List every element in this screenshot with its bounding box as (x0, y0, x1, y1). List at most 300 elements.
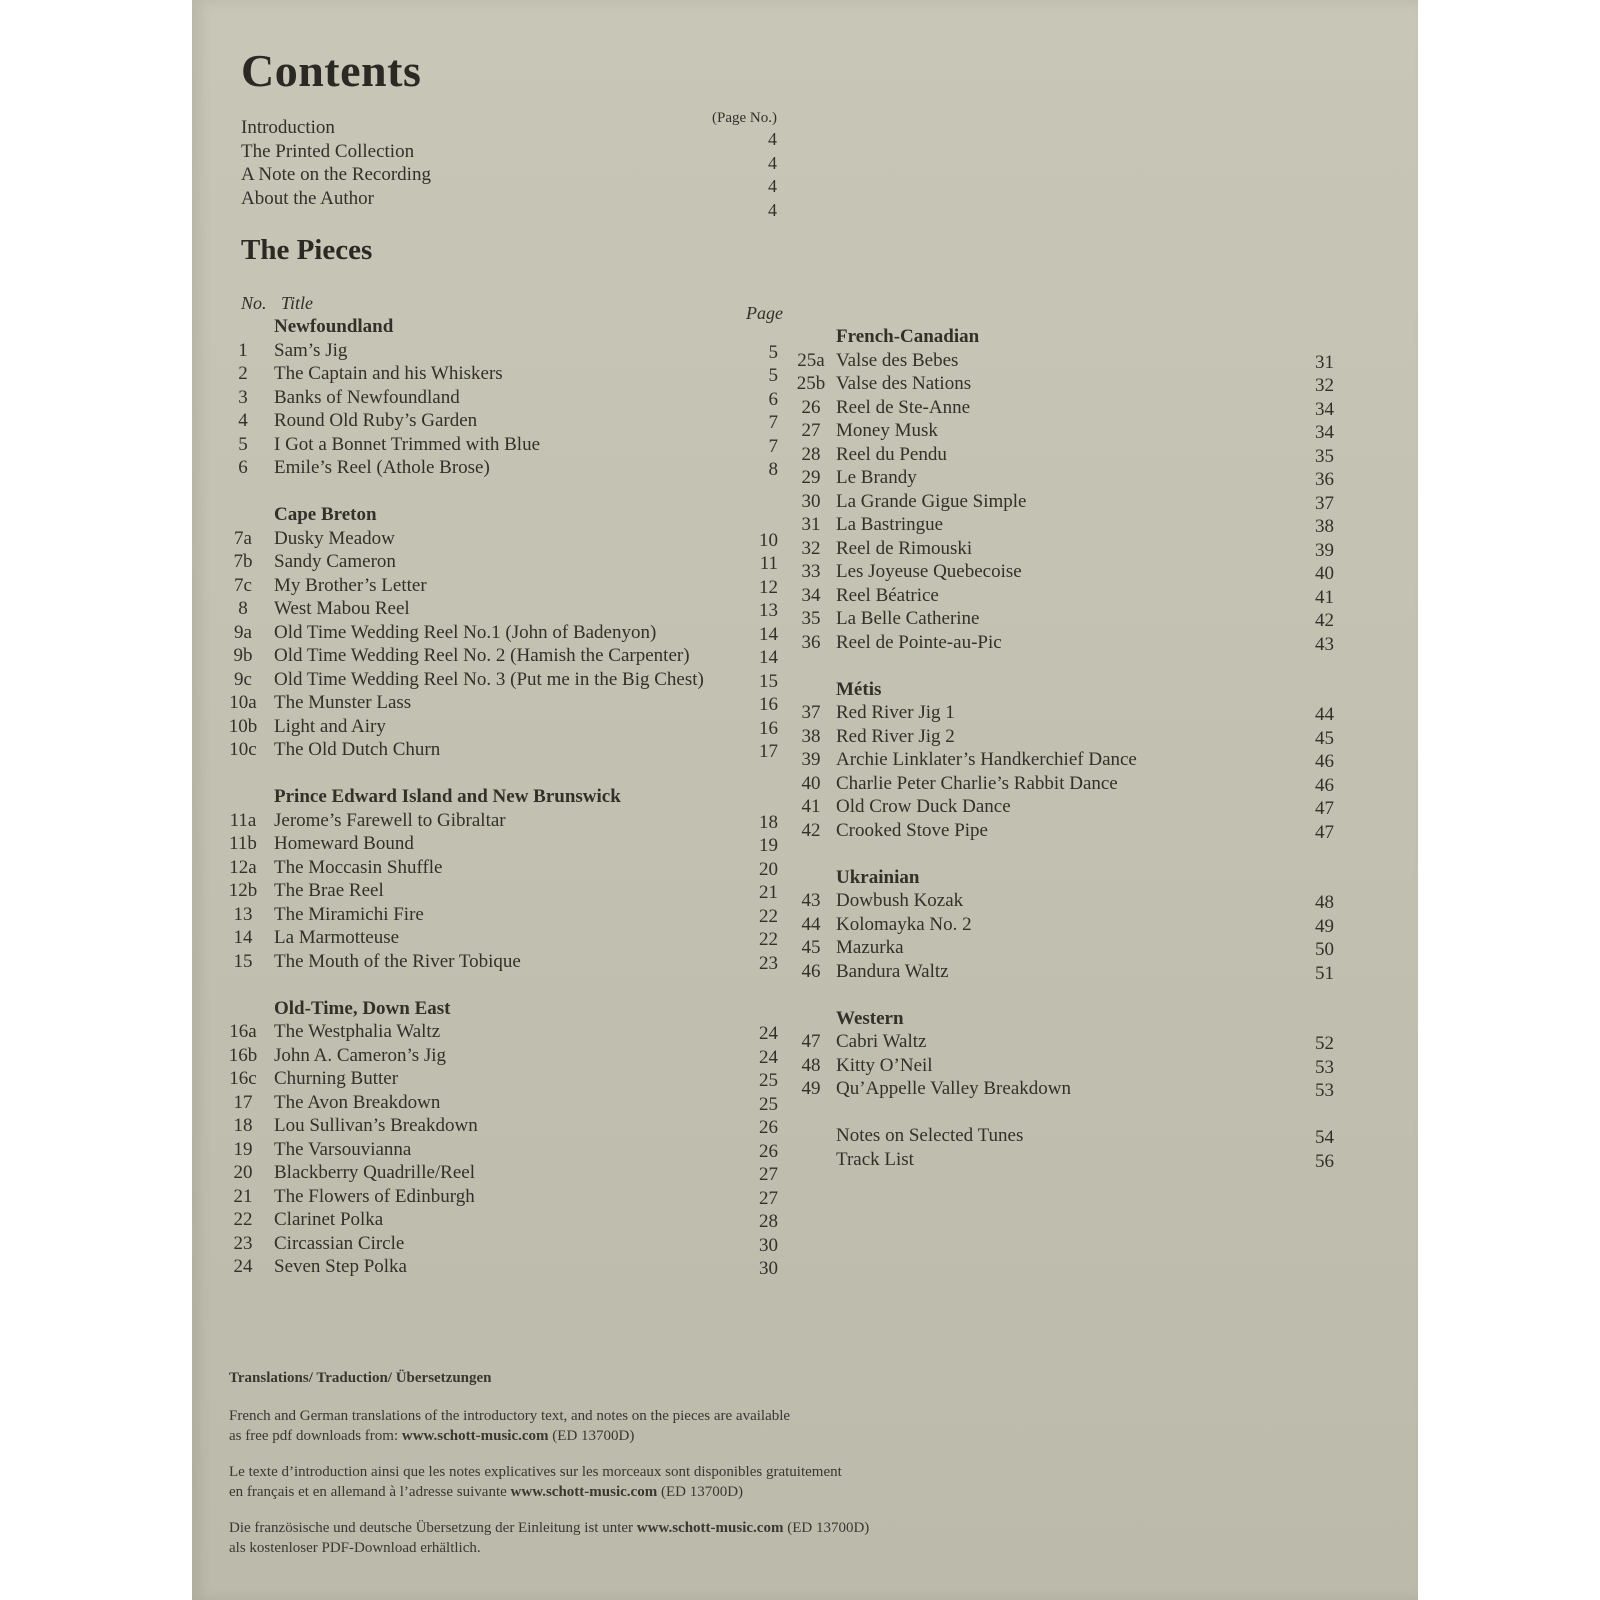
translations-german-line1: Die französische und deutsche Übersetzung der Einleitung ist unter (229, 1520, 637, 1536)
book-page (192, 0, 1418, 1600)
piece-page: 37 (1315, 492, 1334, 514)
piece-number: 5 (238, 433, 248, 455)
section-spacer (794, 655, 1334, 679)
piece-title: The Brae Reel (274, 880, 384, 901)
piece-number: 31 (801, 514, 821, 535)
piece-page: 19 (759, 835, 778, 856)
toc-row (226, 1115, 778, 1139)
piece-title: The Miramichi Fire (274, 903, 424, 925)
piece-number: 24 (233, 1256, 253, 1277)
translations-german-code: (ED 13700D) (783, 1520, 870, 1536)
piece-number: 16b (228, 1044, 258, 1066)
section-heading (794, 867, 1334, 891)
translations-french-line2: en français et en allemand à l’adresse suivante (229, 1484, 511, 1500)
toc-row (226, 457, 778, 481)
piece-title: Charlie Peter Charlie’s Rabbit Dance (836, 772, 1118, 794)
piece-title: Sandy Cameron (274, 551, 396, 572)
section-heading (226, 504, 778, 528)
piece-number: 6 (238, 457, 248, 478)
piece-title: The Varsouvianna (274, 1138, 412, 1160)
toc-row (794, 350, 1334, 374)
piece-title: Old Time Wedding Reel No. 3 (Put me in the Big Chest) (274, 668, 704, 690)
piece-page: 25 (759, 1093, 778, 1115)
piece-page: 46 (1315, 774, 1334, 796)
toc-row (226, 669, 778, 693)
piece-number: 11a (229, 809, 257, 831)
piece-title: I Got a Bonnet Trimmed with Blue (274, 433, 540, 455)
toc-row (226, 880, 778, 904)
section-heading-text: Old-Time, Down East (274, 997, 451, 1019)
piece-number: 10b (228, 715, 258, 737)
piece-page: 34 (1315, 398, 1334, 420)
toc-row (794, 420, 1334, 444)
piece-page: 47 (1315, 798, 1334, 819)
piece-number: 16a (229, 1021, 257, 1042)
toc-row (226, 692, 778, 716)
piece-number: 37 (801, 702, 821, 723)
piece-number: 23 (233, 1232, 253, 1254)
piece-number: 18 (233, 1115, 253, 1136)
toc-row (794, 397, 1334, 421)
toc-row (226, 410, 778, 434)
translations-french-link[interactable]: www.schott-music.com (510, 1484, 658, 1500)
piece-title: The Munster Lass (274, 692, 412, 713)
piece-title: La Grande Gigue Simple (836, 490, 1027, 512)
piece-title: Mazurka (836, 937, 904, 958)
toc-row (794, 1149, 1334, 1173)
piece-title: The Captain and his Whiskers (274, 363, 503, 384)
piece-number: 12a (229, 856, 257, 878)
piece-page: 31 (1315, 351, 1334, 373)
piece-title: The Westphalia Waltz (274, 1021, 441, 1042)
translations-french-line1: Le texte d’introduction ainsi que les notes explicatives sur les morceaux sont disponibles gratuitement (229, 1464, 842, 1480)
intro-item-page: 4 (768, 129, 777, 149)
piece-title: West Mabou Reel (274, 598, 410, 619)
piece-page: 34 (1315, 422, 1334, 443)
piece-page: 52 (1315, 1033, 1334, 1054)
intro-item-title: The Printed Collection (241, 140, 415, 162)
toc-row (226, 1233, 778, 1257)
toc-row (226, 622, 778, 646)
section-spacer (226, 763, 778, 787)
piece-number: 43 (801, 890, 821, 911)
toc-row (226, 904, 778, 928)
piece-number: 36 (801, 631, 821, 653)
piece-title: Red River Jig 2 (836, 725, 955, 747)
toc-row (226, 1256, 778, 1280)
translations-note (229, 1368, 949, 1574)
piece-page: 26 (759, 1140, 778, 1162)
piece-title: Crooked Stove Pipe (836, 819, 988, 841)
piece-number: 17 (233, 1091, 253, 1113)
piece-number: 47 (801, 1031, 821, 1052)
piece-title: Old Time Wedding Reel No. 2 (Hamish the Carpenter) (274, 645, 690, 666)
piece-number: 34 (801, 584, 821, 606)
piece-page: 10 (759, 529, 778, 551)
piece-number: 7c (234, 574, 252, 596)
column-header-no: No. (241, 293, 267, 313)
piece-number: 48 (801, 1054, 821, 1076)
piece-page: 12 (759, 576, 778, 598)
piece-number: 2 (238, 363, 248, 384)
piece-number: 44 (801, 913, 821, 935)
piece-number: 25b (796, 373, 826, 394)
intro-item-title: About the Author (241, 187, 374, 209)
piece-page: 41 (1315, 586, 1334, 608)
piece-page: 47 (1315, 821, 1334, 843)
piece-number: 9c (234, 668, 252, 690)
piece-title: Sam’s Jig (274, 339, 348, 361)
piece-title: Money Musk (836, 420, 938, 441)
intro-list (241, 117, 781, 220)
toc-row (226, 739, 778, 763)
piece-title: Round Old Ruby’s Garden (274, 410, 478, 431)
toc-row (794, 373, 1334, 397)
piece-number: 33 (801, 561, 821, 582)
piece-page: 32 (1315, 375, 1334, 396)
piece-title: Jerome’s Farewell to Gibraltar (274, 809, 506, 831)
toc-row (794, 914, 1334, 938)
piece-title: La Belle Catherine (836, 608, 980, 629)
intro-item-page: 4 (768, 152, 777, 173)
piece-title: Clarinet Polka (274, 1209, 384, 1230)
piece-title: Cabri Waltz (836, 1031, 927, 1052)
piece-number: 29 (801, 467, 821, 488)
intro-item-page: 4 (768, 176, 777, 196)
piece-title: Track List (836, 1148, 914, 1170)
toc-row (226, 1092, 778, 1116)
toc-row (226, 598, 778, 622)
piece-number: 42 (801, 819, 821, 841)
piece-title: Archie Linklater’s Handkerchief Dance (836, 749, 1137, 770)
piece-title: The Flowers of Edinburgh (274, 1185, 475, 1207)
section-spacer (226, 974, 778, 998)
piece-page: 16 (759, 717, 778, 739)
piece-page: 26 (759, 1117, 778, 1138)
piece-number: 7a (234, 527, 252, 549)
piece-title: Red River Jig 1 (836, 702, 955, 723)
piece-page: 54 (1315, 1127, 1334, 1148)
piece-number: 14 (233, 927, 253, 948)
piece-page: 45 (1315, 727, 1334, 749)
toc-row (794, 467, 1334, 491)
section-heading-text: Newfoundland (274, 316, 394, 337)
toc-row (226, 551, 778, 575)
toc-row (226, 1045, 778, 1069)
piece-page: 22 (759, 905, 778, 927)
pieces-column-right (794, 326, 1334, 1172)
column-header-title: Title (281, 293, 314, 313)
translations-english-line1: French and German translations of the introductory text, and notes on the pieces are available (229, 1408, 791, 1424)
section-heading (226, 316, 778, 340)
piece-page: 23 (759, 952, 778, 974)
section-heading (794, 326, 1334, 350)
toc-row (226, 1186, 778, 1210)
piece-title: Seven Step Polka (274, 1256, 407, 1277)
piece-number: 22 (233, 1209, 253, 1230)
translations-heading: Translations/ Traduction/ Übersetzungen (229, 1370, 492, 1386)
piece-title: Les Joyeuse Quebecoise (836, 561, 1022, 582)
section-heading (794, 1008, 1334, 1032)
piece-page: 30 (759, 1234, 778, 1256)
piece-number: 10c (229, 739, 257, 760)
piece-title: Reel du Pendu (836, 443, 947, 465)
piece-title: Kitty O’Neil (836, 1054, 933, 1076)
piece-page: 15 (759, 670, 778, 692)
toc-row (226, 810, 778, 834)
piece-page: 51 (1315, 962, 1334, 984)
piece-page: 7 (768, 412, 778, 433)
piece-page: 16 (759, 694, 778, 715)
column-header-page: Page (746, 303, 783, 323)
piece-title: Dowbush Kozak (836, 890, 964, 911)
piece-page: 53 (1315, 1080, 1334, 1101)
piece-page: 56 (1315, 1150, 1334, 1172)
toc-row (226, 575, 778, 599)
section-heading-text: Western (836, 1007, 904, 1029)
piece-title: Valse des Bebes (836, 349, 959, 371)
piece-number: 12b (228, 880, 258, 901)
section-heading (226, 998, 778, 1022)
piece-page: 27 (759, 1187, 778, 1209)
page-no-label: (Page No.) (712, 110, 777, 126)
piece-page: 14 (759, 623, 778, 645)
toc-row (794, 608, 1334, 632)
toc-row (794, 444, 1334, 468)
toc-row (226, 1021, 778, 1045)
piece-title: Old Time Wedding Reel No.1 (John of Badenyon) (274, 621, 657, 643)
piece-number: 32 (801, 537, 821, 559)
toc-row (226, 645, 778, 669)
toc-row (226, 857, 778, 881)
piece-number: 45 (801, 937, 821, 958)
piece-page: 43 (1315, 633, 1334, 655)
section-spacer (794, 984, 1334, 1008)
piece-page: 48 (1315, 892, 1334, 913)
translations-english-link[interactable]: www.schott-music.com (401, 1428, 549, 1444)
toc-row (794, 632, 1334, 656)
piece-title: Notes on Selected Tunes (836, 1125, 1024, 1146)
piece-page: 27 (759, 1164, 778, 1185)
piece-number: 25a (797, 349, 825, 371)
piece-title: The Moccasin Shuffle (274, 856, 443, 878)
piece-number: 9b (233, 645, 253, 666)
toc-row (794, 937, 1334, 961)
piece-page: 42 (1315, 610, 1334, 631)
piece-page: 11 (759, 553, 778, 574)
piece-title: Qu’Appelle Valley Breakdown (836, 1078, 1071, 1099)
piece-title: Dusky Meadow (274, 527, 395, 549)
piece-title: Reel de Ste-Anne (836, 396, 971, 418)
pieces-title: The Pieces (241, 234, 373, 266)
piece-number: 8 (238, 598, 248, 619)
piece-title: The Old Dutch Churn (274, 739, 441, 760)
piece-title: Le Brandy (836, 467, 917, 488)
section-spacer (794, 1102, 1334, 1126)
piece-number: 19 (233, 1138, 253, 1160)
piece-title: Churning Butter (274, 1068, 399, 1089)
toc-row (226, 387, 778, 411)
piece-number: 9a (234, 621, 252, 643)
toc-row (226, 1162, 778, 1186)
toc-row (226, 434, 778, 458)
intro-item-title: Introduction (241, 117, 335, 138)
piece-number: 39 (801, 749, 821, 770)
piece-page: 24 (759, 1046, 778, 1068)
piece-title: Blackberry Quadrille/Reel (274, 1162, 476, 1183)
piece-number: 11b (229, 833, 257, 854)
piece-number: 10a (229, 692, 257, 713)
toc-row (226, 833, 778, 857)
piece-title: Emile’s Reel (Athole Brose) (274, 457, 490, 478)
toc-row (226, 951, 778, 975)
piece-title: Homeward Bound (274, 833, 414, 854)
piece-title: La Marmotteuse (274, 927, 400, 948)
section-heading-text: Métis (836, 678, 882, 700)
piece-page: 13 (759, 600, 778, 621)
translations-french (229, 1462, 949, 1502)
piece-title: Bandura Waltz (836, 960, 949, 982)
toc-row (794, 561, 1334, 585)
piece-page: 7 (768, 435, 778, 457)
piece-page: 40 (1315, 563, 1334, 584)
toc-row (794, 820, 1334, 844)
piece-number: 46 (801, 960, 821, 982)
piece-page: 38 (1315, 516, 1334, 537)
section-heading (794, 679, 1334, 703)
piece-page: 53 (1315, 1056, 1334, 1078)
toc-row (794, 491, 1334, 515)
piece-page: 24 (759, 1023, 778, 1044)
piece-number: 4 (238, 410, 248, 431)
translations-english-code: (ED 13700D) (548, 1428, 635, 1444)
translations-english-line2: as free pdf downloads from: (229, 1428, 402, 1444)
translations-german-link[interactable]: www.schott-music.com (636, 1520, 784, 1536)
piece-number: 30 (801, 490, 821, 512)
piece-title: Circassian Circle (274, 1232, 405, 1254)
piece-page: 49 (1315, 915, 1334, 937)
piece-number: 20 (233, 1162, 253, 1183)
toc-row (794, 1125, 1334, 1149)
toc-row (226, 1209, 778, 1233)
piece-number: 28 (801, 443, 821, 465)
toc-row (226, 927, 778, 951)
piece-title: The Avon Breakdown (274, 1091, 441, 1113)
piece-page: 25 (759, 1070, 778, 1091)
piece-title: The Mouth of the River Tobique (274, 950, 521, 972)
piece-title: John A. Cameron’s Jig (274, 1044, 447, 1066)
piece-title: Reel de Rimouski (836, 537, 973, 559)
toc-row (794, 585, 1334, 609)
contents-title: Contents (241, 45, 422, 96)
toc-row (794, 514, 1334, 538)
piece-number: 41 (801, 796, 821, 817)
piece-page: 50 (1315, 939, 1334, 960)
piece-title: Lou Sullivan’s Breakdown (274, 1115, 478, 1136)
piece-title: My Brother’s Letter (274, 574, 427, 596)
piece-number: 1 (238, 339, 248, 361)
translations-french-code: (ED 13700D) (657, 1484, 744, 1500)
piece-number: 49 (801, 1078, 821, 1099)
piece-title: La Bastringue (836, 514, 944, 535)
toc-row (794, 1031, 1334, 1055)
toc-row (794, 538, 1334, 562)
pieces-column-left (226, 316, 778, 1280)
piece-title: Reel de Pointe-au-Pic (836, 631, 1002, 653)
toc-row (794, 749, 1334, 773)
piece-number: 26 (801, 396, 821, 418)
toc-row (794, 773, 1334, 797)
piece-page: 46 (1315, 751, 1334, 772)
piece-page: 22 (759, 929, 778, 950)
toc-row (226, 528, 778, 552)
piece-title: Valse des Nations (836, 373, 972, 394)
toc-row (794, 890, 1334, 914)
toc-row (794, 1078, 1334, 1102)
intro-item-title: A Note on the Recording (241, 164, 431, 185)
piece-number: 21 (233, 1185, 253, 1207)
toc-row (794, 1055, 1334, 1079)
piece-page: 39 (1315, 539, 1334, 561)
piece-page: 6 (768, 388, 778, 410)
piece-page: 18 (759, 811, 778, 833)
intro-item (241, 117, 781, 149)
piece-page: 36 (1315, 469, 1334, 490)
piece-number: 40 (801, 772, 821, 794)
toc-row (226, 1139, 778, 1163)
piece-page: 20 (759, 858, 778, 880)
piece-page: 5 (768, 341, 778, 363)
toc-row (226, 1068, 778, 1092)
intro-item (241, 140, 781, 173)
section-heading (226, 786, 778, 810)
piece-number: 15 (233, 950, 253, 972)
toc-row (794, 726, 1334, 750)
piece-page: 21 (759, 882, 778, 903)
toc-row (226, 340, 778, 364)
piece-title: Reel Béatrice (836, 584, 939, 606)
piece-page: 5 (768, 365, 778, 386)
intro-item (241, 187, 781, 220)
translations-english (229, 1406, 949, 1446)
piece-page: 14 (759, 647, 778, 668)
section-heading-text: Ukrainian (836, 866, 920, 888)
toc-row (794, 961, 1334, 985)
piece-page: 17 (759, 741, 778, 762)
piece-title: Kolomayka No. 2 (836, 913, 972, 935)
intro-item-page: 4 (768, 199, 777, 220)
intro-item (241, 164, 781, 196)
toc-row (794, 702, 1334, 726)
piece-number: 27 (801, 420, 821, 441)
piece-title: Light and Airy (274, 715, 386, 737)
piece-number: 16c (229, 1068, 257, 1089)
section-heading-text: Prince Edward Island and New Brunswick (274, 786, 621, 807)
translations-german (229, 1518, 949, 1558)
translations-german-line2: als kostenloser PDF-Download erhältlich. (229, 1540, 481, 1556)
toc-row (226, 363, 778, 387)
section-spacer (794, 843, 1334, 867)
toc-row (794, 796, 1334, 820)
piece-number: 3 (238, 386, 248, 408)
section-heading-text: Cape Breton (274, 504, 377, 525)
piece-title: Old Crow Duck Dance (836, 796, 1011, 817)
toc-row (226, 716, 778, 740)
piece-page: 30 (759, 1258, 778, 1279)
piece-number: 35 (801, 608, 821, 629)
piece-page: 44 (1315, 704, 1334, 725)
section-spacer (226, 481, 778, 505)
